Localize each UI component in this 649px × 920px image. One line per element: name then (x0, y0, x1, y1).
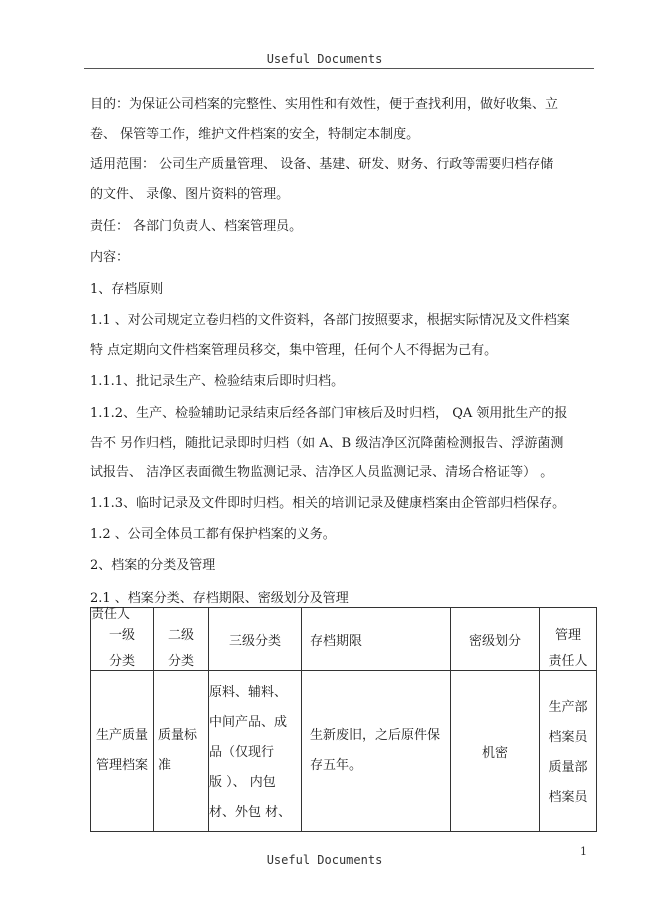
row1-level2-a: 质量标 (158, 728, 198, 743)
row1-level3-line-4: 版 ）、 内包 (209, 775, 276, 790)
header-period: 存档期限 (302, 608, 451, 671)
row1-secret: 机密 (451, 671, 540, 832)
row1-owner-line-2: 档案员 (548, 730, 588, 745)
clause-1-1-2-line-2: 告不 另作归档，随批记录即时归档（如 A、B 级洁净区沉降菌检测报告、浮游菌测 (90, 436, 564, 451)
row1-level3-line-5: 材、外包 材、 (209, 805, 292, 820)
page-number: 1 (580, 845, 587, 858)
header-owner-b: 责任人 (548, 654, 588, 669)
table-header-row (91, 608, 597, 671)
header-level1-a: 一级 (108, 628, 135, 643)
row1-owner-line-1: 生产部 (548, 700, 588, 715)
header-level1-b: 分类 (108, 654, 135, 669)
header-level1 (91, 608, 154, 671)
header-owner (540, 608, 597, 671)
row1-period-b: 存五年。 (310, 758, 363, 773)
clause-1-2: 1.2 、公司全体员工都有保护档案的义务。 (90, 527, 336, 542)
responsibility-line: 责任： 各部门负责人、档案管理员。 (90, 219, 303, 234)
row1-level1 (91, 671, 154, 832)
scope-line-2: 的文件、 录像、图片资料的管理。 (90, 187, 290, 202)
row1-level2 (154, 671, 209, 832)
header-rule (84, 68, 594, 69)
clause-1-1-line-1: 1.1 、对公司规定立卷归档的文件资料，各部门按照要求，根据实际情况及文件档案 (90, 313, 570, 328)
header-level2-a: 二级 (167, 628, 194, 643)
clause-1-1-2-line-1: 1.1.2、生产、检验辅助记录结束后经各部门审核后及时归档， QA 领用批生产的报 (90, 406, 568, 421)
overflow-owner-label: 责任人 (91, 607, 131, 622)
clause-1-1-2-line-3: 试报告、 洁净区表面微生物监测记录、洁净区人员监测记录、清场合格证等） 。 (90, 465, 554, 480)
header-owner-a: 管理 (554, 628, 581, 643)
scope-line-1: 适用范围： 公司生产质量管理、 设备、基建、研发、财务、行政等需要归档存储 (90, 157, 554, 172)
header-level3: 三级分类 (209, 608, 302, 671)
header-secret: 密级划分 (451, 608, 540, 671)
row1-period-a: 生新废旧，之后原件保 (310, 728, 441, 743)
purpose-line-1: 目的：为保证公司档案的完整性、实用性和有效性，便于查找利用，做好收集、立 (90, 97, 559, 112)
row1-level3-line-1: 原料、辅料、 (209, 685, 288, 700)
row1-level3-line-3: 品（仅现行 (209, 745, 275, 760)
purpose-line-2: 卷、 保管等工作，维护文件档案的安全，特制定本制度。 (90, 127, 420, 142)
page-header: Useful Documents (266, 52, 383, 66)
clause-1-1-3: 1.1.3、临时记录及文件即时归档。相关的培训记录及健康档案由企管部归档保存。 (90, 496, 566, 511)
row1-level1-b: 管理档案 (95, 758, 148, 773)
archive-classification-table (90, 607, 597, 832)
page-footer: Useful Documents (266, 853, 383, 867)
row1-level1-a: 生产质量 (95, 728, 148, 743)
clause-1-1-line-2: 特 点定期向文件档案管理员移交，集中管理，任何个人不得据为己有。 (90, 343, 498, 358)
row1-owner-line-4: 档案员 (548, 790, 588, 805)
section-1-heading: 1、存档原则 (90, 282, 164, 297)
section-2-heading: 2、档案的分类及管理 (90, 558, 216, 573)
row1-owner-line-3: 质量部 (548, 760, 588, 775)
row1-period (302, 671, 451, 832)
content-heading: 内容： (90, 250, 130, 265)
clause-1-1-1: 1.1.1、批记录生产、检验结束后即时归档。 (90, 374, 345, 389)
table-row (91, 671, 597, 832)
row1-level3 (209, 671, 302, 832)
row1-owner (540, 671, 597, 832)
header-level2 (154, 608, 209, 671)
clause-2-1: 2.1 、档案分类、存档期限、密级划分及管理 (90, 591, 349, 606)
row1-level3-line-2: 中间产品、成 (209, 715, 288, 730)
header-level2-b: 分类 (167, 654, 194, 669)
row1-level2-b: 准 (158, 758, 172, 773)
